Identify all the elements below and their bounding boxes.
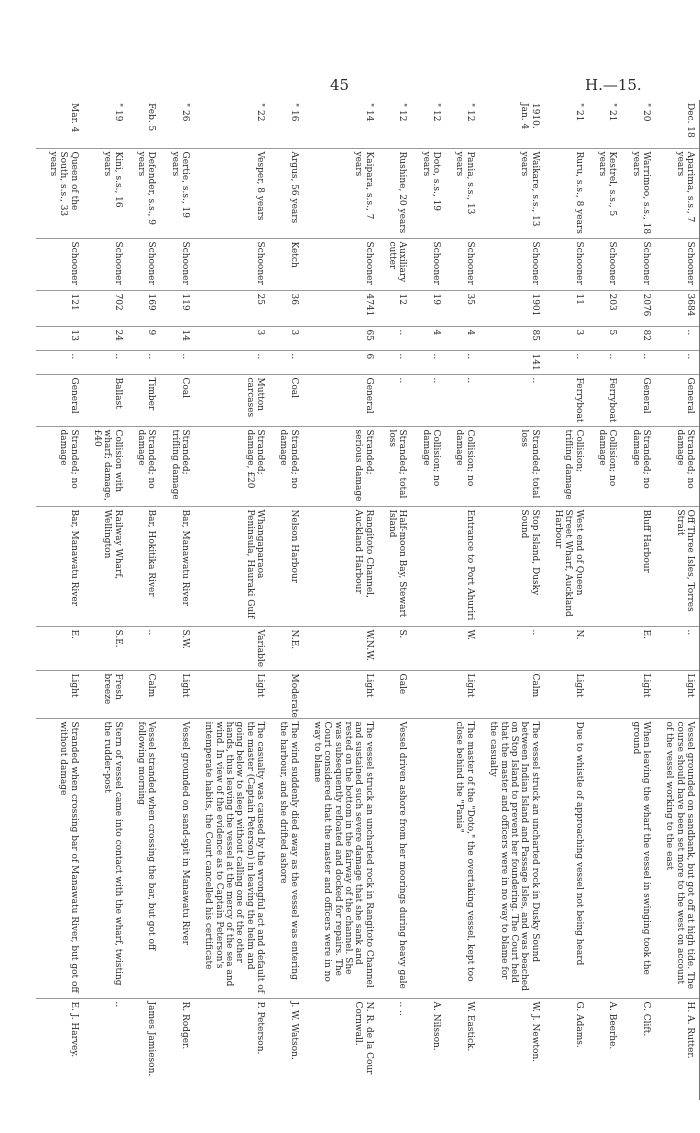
cell-place: Off Three Isles, Torres Strait: [652, 506, 700, 626]
cell-wind: ..: [124, 626, 158, 670]
casualty-table-rotated: [47, 100, 700, 1100]
table-row: [124, 100, 158, 1100]
cell-tons: 169: [124, 290, 158, 326]
cell-nature: Collision; no damage: [408, 426, 442, 506]
cell-cause: The wind suddenly died away as the vessel was entering the harbour, and she drifted ashore: [266, 718, 300, 998]
cell-force: Gale: [375, 670, 409, 718]
cell-crew: 14: [157, 326, 191, 350]
cell-vessel: Kaipara, s.s., 7 years: [300, 148, 375, 238]
cell-wind: ..: [652, 626, 700, 670]
cell-cargo: Ballast: [80, 374, 124, 426]
cell-force: Light: [652, 670, 700, 718]
cell-force: Light: [36, 670, 80, 718]
cell-cause: The master of the "Doto," the overtaking vessel, kept too close behind the "Pania": [442, 718, 476, 998]
cell-crew: 4: [408, 326, 442, 350]
cell-date: " 21: [573, 103, 584, 122]
cell-pass: ..: [541, 350, 585, 374]
cell-nature: Stranded; no damage: [266, 426, 300, 506]
cell-pass: ..: [80, 350, 124, 374]
cell-crew: 65: [300, 326, 375, 350]
cell-pass: ..: [652, 350, 700, 374]
cell-master: A. Beerhe.: [585, 998, 619, 1100]
cell-force: Light: [618, 670, 652, 718]
cell-date: " 19: [112, 103, 123, 122]
table-row: [36, 100, 80, 1100]
cell-wind: S.E.: [80, 626, 124, 670]
cell-wind: [408, 626, 442, 670]
cell-crew: 9: [124, 326, 158, 350]
cell-master: James Jamieson.: [124, 998, 158, 1100]
cell-tons: 35: [442, 290, 476, 326]
cell-force: Light: [157, 670, 191, 718]
cell-cause: Vessel grounded on sand-spit in Manawatu River: [157, 718, 191, 998]
cell-pass: 141: [476, 350, 541, 374]
cell-cause: [408, 718, 442, 998]
cell-vessel: Warrimoo, s.s., 18 years: [618, 148, 652, 238]
cell-crew: 13: [36, 326, 80, 350]
cell-master: .. ..: [375, 998, 409, 1100]
table-row: [375, 100, 409, 1100]
cell-wind: W.: [442, 626, 476, 670]
table-row: [585, 100, 619, 1100]
cell-tons: 36: [266, 290, 300, 326]
cell-vessel: Pania, s.s., 13 years: [442, 148, 476, 238]
cell-force: Fresh breeze: [80, 670, 124, 718]
cell-cargo: ..: [408, 374, 442, 426]
cell-date: " 26: [179, 103, 190, 122]
cell-place: Bar, Manawatu River: [36, 506, 80, 626]
cell-rig: Schooner: [652, 238, 700, 290]
cell-tons: 11: [541, 290, 585, 326]
cell-vessel: Vesper, 8 years: [191, 148, 266, 238]
cell-pass: 6: [300, 350, 375, 374]
cell-rig: Ketch: [266, 238, 300, 290]
cell-place: Entrance to Port Ahuriri: [442, 506, 476, 626]
cell-cause: When leaving the wharf the vessel in swinging took the ground: [618, 718, 652, 998]
cell-cause: Vessel grounded on sandbank, but got off at high tide. The course should have been set more to the west on account of the vessel working to the east: [652, 718, 700, 998]
cell-cause: The vessel struck an uncharted rock in Dusky Sound between Indian Island and Passage Isles, and was beached on Stop Island to prevent her foundering. The Court held that the master and officers were in no way to blame for the casualty: [476, 718, 541, 998]
cell-cause: Stranded when crossing bar of Manawatu River, but got off without damage: [36, 718, 80, 998]
cell-rig: Schooner: [476, 238, 541, 290]
cell-vessel: Doto, s.s., 19 years: [408, 148, 442, 238]
cell-vessel: Kestrel, s.s., 5 years: [585, 148, 619, 238]
table-row: [266, 100, 300, 1100]
cell-cause: The casualty was caused by the wrongful act and default of the master (Captain Peterson) in leaving the helm and going below to sleep without calling one of the other hands, thus leaving the vessel at the mercy of the sea and wind. In view of the evidence as to Captain Peterson's intemperate habits, the Court cancelled his certificate: [191, 718, 266, 998]
cell-pass: ..: [157, 350, 191, 374]
cell-date: Mar. 4: [68, 103, 79, 133]
cell-pass: ..: [266, 350, 300, 374]
cell-nature: Collision with wharf; damage, £40: [80, 426, 124, 506]
table-row: [80, 100, 124, 1100]
cell-wind: Variable: [191, 626, 266, 670]
cell-force: Light: [541, 670, 585, 718]
cell-wind: E.: [618, 626, 652, 670]
cell-cargo: Ferryboat: [585, 374, 619, 426]
cell-nature: Stranded; no damage: [124, 426, 158, 506]
cell-tons: 25: [191, 290, 266, 326]
cell-rig: Schooner: [618, 238, 652, 290]
cell-nature: Collision; no damage: [442, 426, 476, 506]
cell-master: ..: [80, 998, 124, 1100]
cell-crew: 3: [191, 326, 266, 350]
cell-nature: Stranded; no damage: [36, 426, 80, 506]
cell-pass: ..: [585, 350, 619, 374]
cell-place: Half-moon Bay, Stewart Island: [375, 506, 409, 626]
cell-force: [408, 670, 442, 718]
cell-pass: ..: [408, 350, 442, 374]
cell-pass: ..: [124, 350, 158, 374]
cell-master: W. Eastick.: [442, 998, 476, 1100]
cell-nature: Collision; trifling damage: [541, 426, 585, 506]
cell-place: Stop Island, Dusky Sound: [476, 506, 541, 626]
cell-master: H. A. Rutter.: [652, 998, 700, 1100]
cell-crew: 5: [585, 326, 619, 350]
cell-place: [585, 506, 619, 626]
table-row: [157, 100, 191, 1100]
cell-cargo: Mutton carcases: [191, 374, 266, 426]
cell-force: Light: [442, 670, 476, 718]
cell-cause: [585, 718, 619, 998]
cell-tons: 702: [80, 290, 124, 326]
table-row: [652, 100, 700, 1100]
cell-cargo: ..: [375, 374, 409, 426]
cell-place: Railway Wharf, Wellington: [80, 506, 124, 626]
cell-rig: Schooner: [442, 238, 476, 290]
cell-vessel: Gertie, s.s., 19 years: [157, 148, 191, 238]
cell-master: N. R. de la Cour Cornwall.: [300, 998, 375, 1100]
cell-date: " 14: [363, 103, 374, 122]
cell-date: " 21: [607, 103, 618, 122]
cell-nature: Stranded; trifling damage: [157, 426, 191, 506]
cell-tons: 3684: [652, 290, 700, 326]
cell-date: " 16: [288, 103, 299, 122]
cell-crew: ..: [652, 326, 700, 350]
cell-vessel: Kini, s.s., 16 years: [80, 148, 124, 238]
table-row: [191, 100, 266, 1100]
cell-crew: 24: [80, 326, 124, 350]
cell-wind: S.W.: [157, 626, 191, 670]
cell-place: Nelson Harbour: [266, 506, 300, 626]
cell-rig: Schooner: [157, 238, 191, 290]
cell-cargo: Ferryboat: [541, 374, 585, 426]
cell-date: " 12: [397, 103, 408, 122]
cell-rig: Schooner: [408, 238, 442, 290]
cell-place: Bluff Harbour: [618, 506, 652, 626]
cell-force: [585, 670, 619, 718]
cell-nature: Stranded; damage, £20: [191, 426, 266, 506]
cell-crew: 3: [541, 326, 585, 350]
cell-cargo: Coal: [157, 374, 191, 426]
cell-master: J. W. Watson.: [266, 998, 300, 1100]
table-row: [408, 100, 442, 1100]
cell-vessel: Rushine, 20 years: [375, 148, 409, 238]
cell-vessel: Waikare, s.s., 13 years: [476, 148, 541, 238]
cell-place: Bar, Manawatu River: [157, 506, 191, 626]
cell-master: A. Nilsson.: [408, 998, 442, 1100]
cell-cause: Vessel driven ashore from her moorings during heavy gale: [375, 718, 409, 998]
cell-master: P. Peterson.: [191, 998, 266, 1100]
cell-crew: 4: [442, 326, 476, 350]
cell-cargo: ..: [442, 374, 476, 426]
cell-place: Bar, Hokitika River: [124, 506, 158, 626]
cell-rig: Auxiliary cutter: [375, 238, 409, 290]
cell-crew: ..: [375, 326, 409, 350]
table-row: [541, 100, 585, 1100]
cell-place: Rangitoto Channel, Auckland Harbour: [300, 506, 375, 626]
cell-crew: 3: [266, 326, 300, 350]
cell-wind: ..: [476, 626, 541, 670]
document-reference: H.—15.: [585, 76, 642, 94]
cell-rig: Schooner: [36, 238, 80, 290]
cell-date: " 12: [431, 103, 442, 122]
cell-cargo: General: [36, 374, 80, 426]
table-row: [300, 100, 375, 1100]
cell-pass: ..: [36, 350, 80, 374]
cell-master: G. Adams.: [541, 998, 585, 1100]
cell-vessel: Ruru, s.s., 8 years: [541, 148, 585, 238]
cell-wind: [585, 626, 619, 670]
cell-nature: Collision; no damage: [585, 426, 619, 506]
cell-force: Light: [300, 670, 375, 718]
cell-force: Light: [191, 670, 266, 718]
cell-vessel: Defender, s.s., 9 years: [124, 148, 158, 238]
casualty-table: [36, 100, 700, 1100]
cell-cause: Stern of vessel came into contact with the wharf, twisting the rudder-post: [80, 718, 124, 998]
cell-tons: 1901: [476, 290, 541, 326]
cell-wind: E.: [36, 626, 80, 670]
page-number: 45: [330, 76, 350, 94]
cell-cargo: ..: [476, 374, 541, 426]
cell-master: C. Clift.: [618, 998, 652, 1100]
cell-cargo: Coal: [266, 374, 300, 426]
cell-place: Whangaparaoa Peninsula, Hauraki Gulf: [191, 506, 266, 626]
cell-vessel: Aparima, s.s., 7 years: [652, 148, 700, 238]
cell-rig: Schooner: [80, 238, 124, 290]
cell-force: Calm: [124, 670, 158, 718]
cell-master: W. J. Newton.: [476, 998, 541, 1100]
cell-pass: ..: [191, 350, 266, 374]
cell-date: Dec. 18: [652, 100, 700, 148]
table-row: [476, 100, 541, 1100]
cell-nature: Stranded; no damage: [618, 426, 652, 506]
cell-wind: N.E.: [266, 626, 300, 670]
cell-master: R. Rodger.: [157, 998, 191, 1100]
cell-tons: 203: [585, 290, 619, 326]
cell-nature: Stranded; total loss: [476, 426, 541, 506]
cell-nature: Stranded; total loss: [375, 426, 409, 506]
cell-nature: Stranded; serious damage: [300, 426, 375, 506]
cell-crew: 82: [618, 326, 652, 350]
cell-wind: N.: [541, 626, 585, 670]
cell-cause: Due to whistle of approaching vessel not being heard: [541, 718, 585, 998]
cell-force: Calm: [476, 670, 541, 718]
cell-place: [408, 506, 442, 626]
cell-place: West end of Queen Street Wharf, Auckland Harbour: [541, 506, 585, 626]
cell-tons: 2076: [618, 290, 652, 326]
cell-force: Moderate: [266, 670, 300, 718]
cell-rig: Schooner: [124, 238, 158, 290]
cell-date: " 12: [464, 103, 475, 122]
cell-cargo: Timber: [124, 374, 158, 426]
cell-tons: 12: [375, 290, 409, 326]
cell-crew: 85: [476, 326, 541, 350]
cell-rig: Schooner: [300, 238, 375, 290]
cell-date: 1910. Jan. 4: [519, 103, 540, 130]
cell-rig: Schooner: [191, 238, 266, 290]
cell-pass: ..: [618, 350, 652, 374]
cell-tons: 121: [36, 290, 80, 326]
table-row: [442, 100, 476, 1100]
cell-cargo: General: [300, 374, 375, 426]
cell-tons: 119: [157, 290, 191, 326]
cell-date: " 22: [255, 103, 266, 122]
cell-master: E. J. Harvey.: [36, 998, 80, 1100]
cell-cargo: General: [618, 374, 652, 426]
cell-vessel: Queen of the South, s.s., 33 years: [36, 148, 80, 238]
cell-wind: S.: [375, 626, 409, 670]
cell-cargo: General: [652, 374, 700, 426]
cell-nature: Stranded; no damage: [652, 426, 700, 506]
cell-tons: 4741: [300, 290, 375, 326]
cell-rig: Schooner: [541, 238, 585, 290]
cell-date: Feb. 5: [146, 103, 157, 132]
cell-rig: Schooner: [585, 238, 619, 290]
cell-cause: Vessel stranded when crossing the bar, but got off following morning: [124, 718, 158, 998]
cell-wind: W.N.W.: [300, 626, 375, 670]
cell-tons: 19: [408, 290, 442, 326]
cell-pass: ..: [375, 350, 409, 374]
cell-cause: The vessel struck an uncharted rock in Rangitoto Channel and sustained such severe damage that she sank and rested on the bottom in the fairway of the channel. She was subsequently refloated and docked for repairs. The Court considered that the master and officers were in no way to blame: [300, 718, 375, 998]
cell-date: " 20: [640, 103, 651, 122]
table-row: [618, 100, 652, 1100]
cell-vessel: Argus, 56 years: [266, 148, 300, 238]
cell-pass: ..: [442, 350, 476, 374]
